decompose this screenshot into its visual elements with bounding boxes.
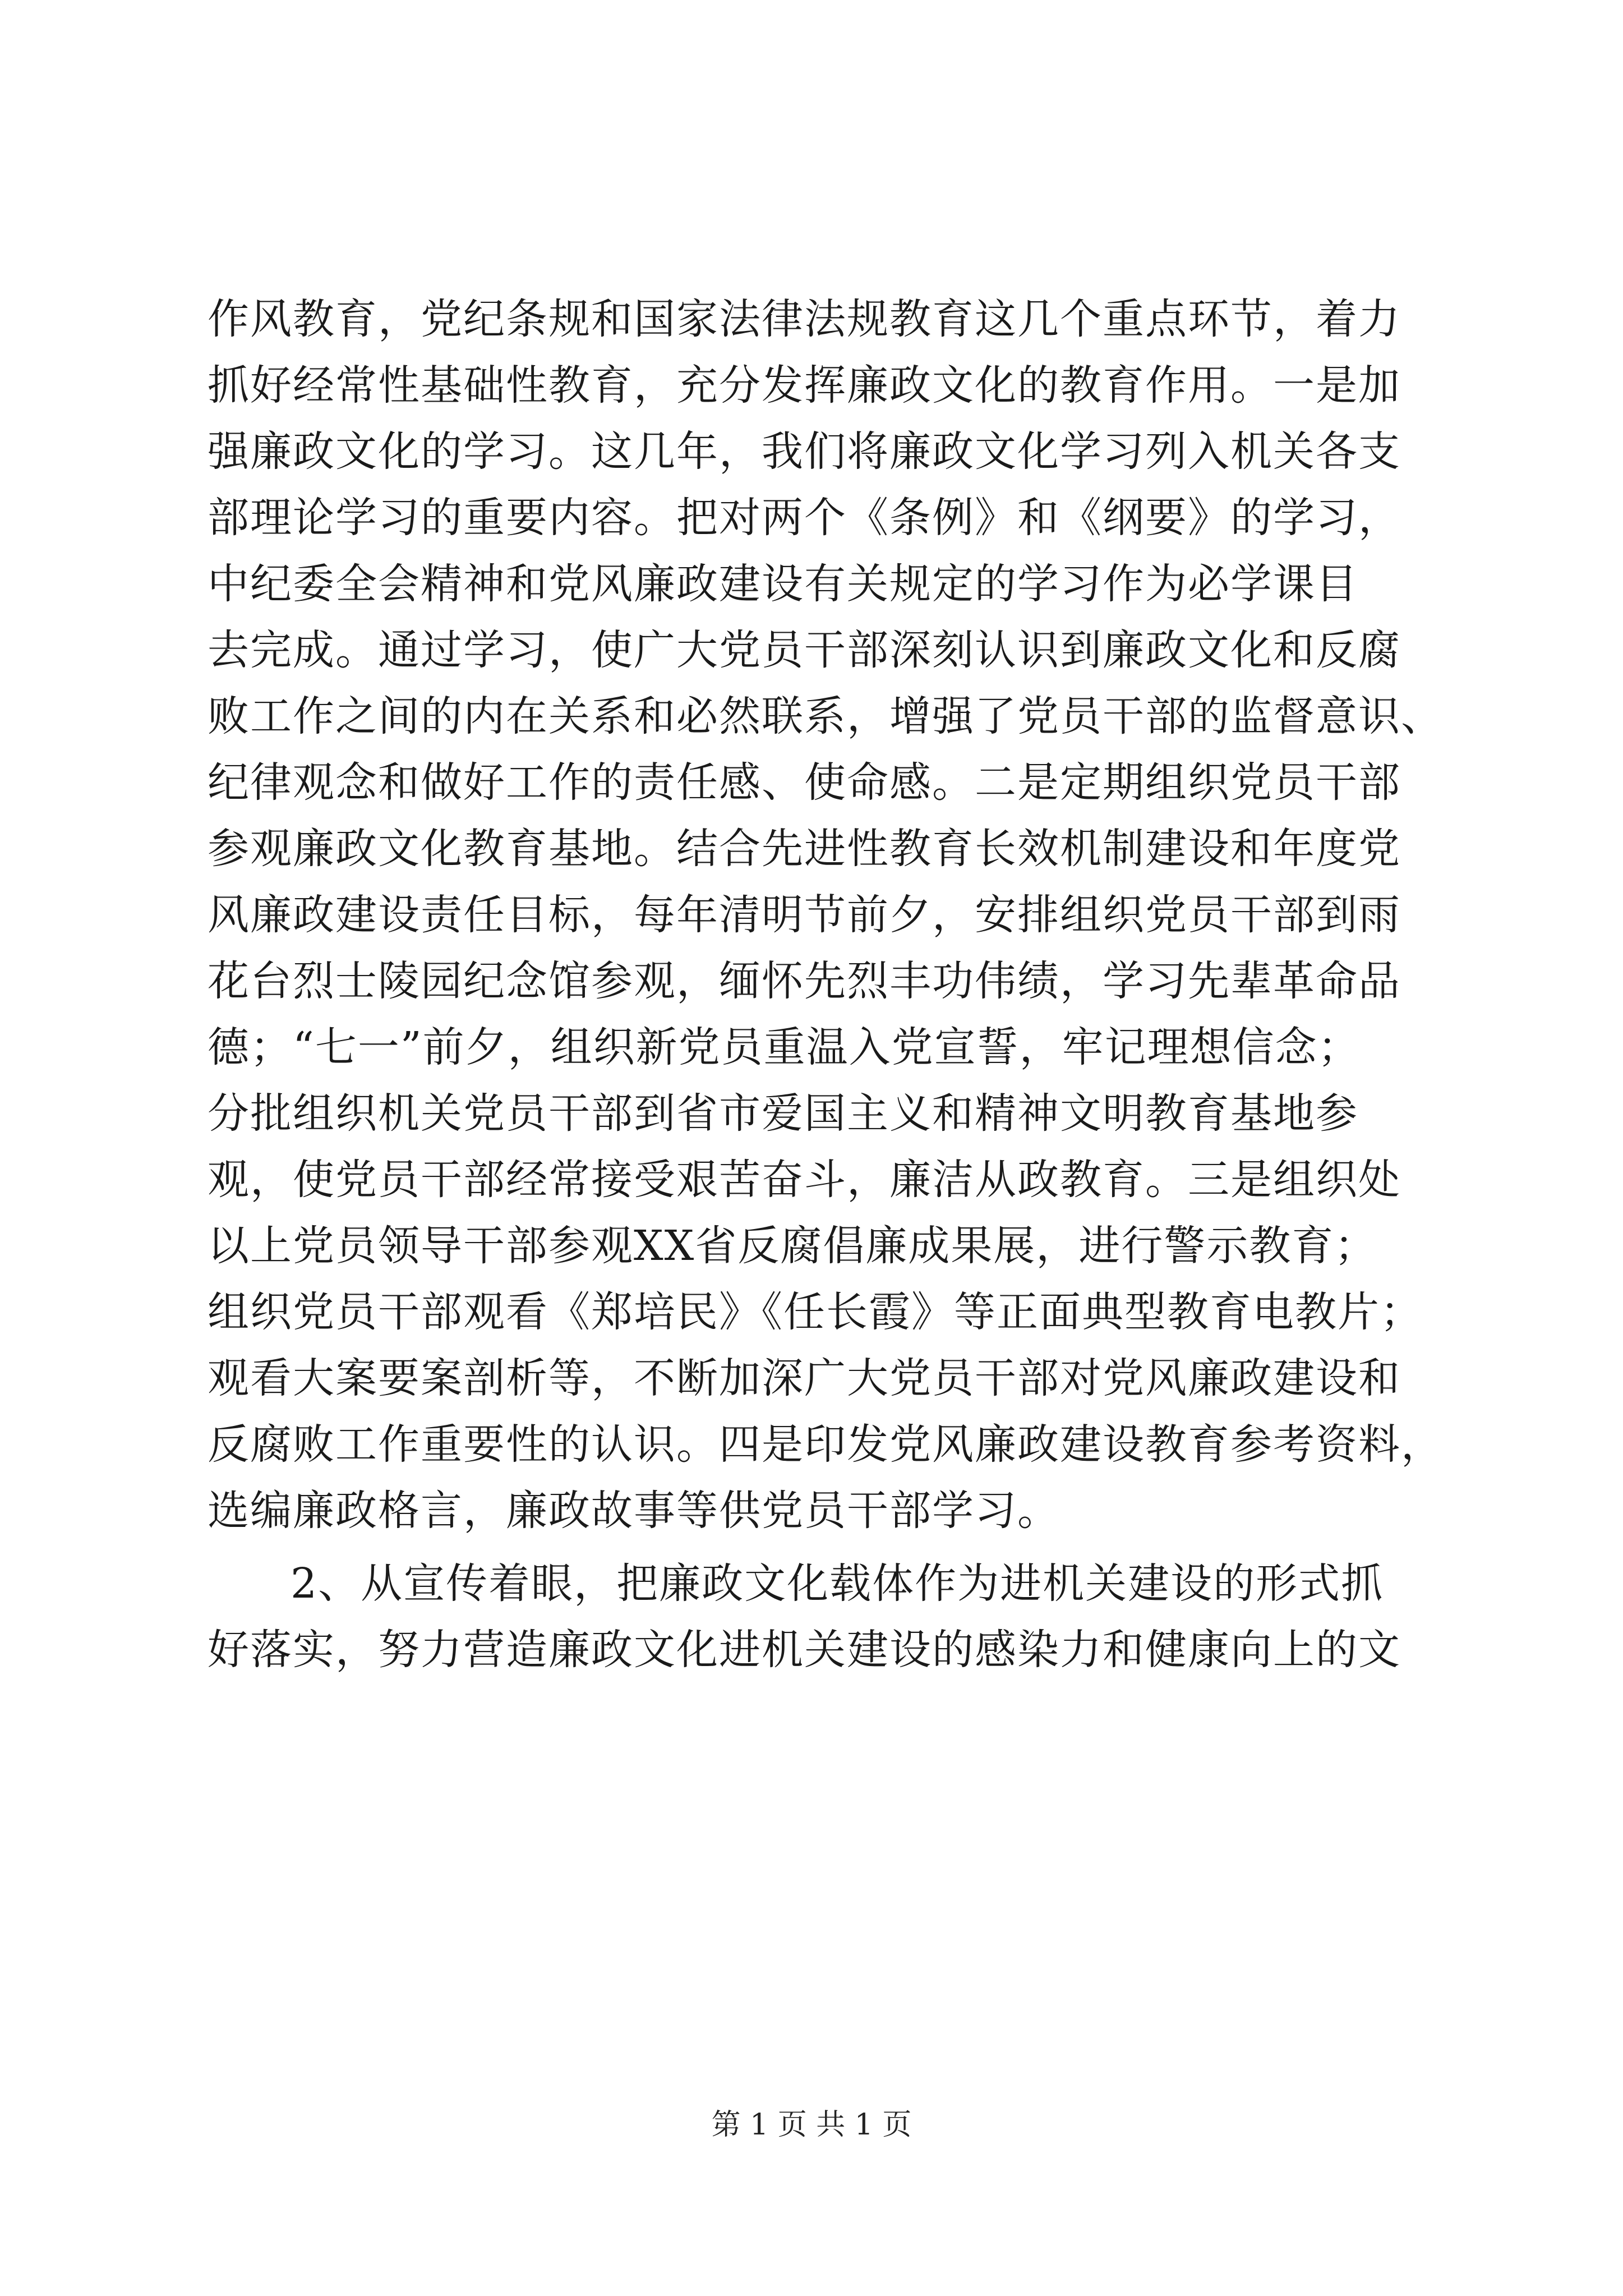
paragraph-2 [208,1550,1419,1683]
text-line: 败工作之间的内在关系和必然联系，增强了党员干部的监督意识、 [208,692,1444,740]
text-line: 选编廉政格言，廉政故事等供党员干部学习。 [208,1487,1060,1535]
text-line: 去完成。通过学习，使广大党员干部深刻认识到廉政文化和反腐 [208,626,1401,674]
text-line: 花台烈士陵园纪念馆参观，缅怀先烈丰功伟绩，学习先辈革命品 [208,957,1401,1005]
text-line: 2、从宣传着眼，把廉政文化载体作为进机关建设的形式抓 [291,1559,1384,1608]
text-line: 部理论学习的重要内容。把对两个《条例》和《纲要》的学习， [208,494,1401,542]
paragraph-spacer [208,1544,1419,1550]
text-line: 德；“七一”前夕，组织新党员重温入党宣誓，牢记理想信念； [208,1023,1361,1071]
text-line: 观，使党员干部经常接受艰苦奋斗，廉洁从政教育。三是组织处 [208,1156,1401,1204]
text-line: 强廉政文化的学习。这几年，我们将廉政文化学习列入机关各支 [208,427,1401,476]
text-line: 纪律观念和做好工作的责任感、使命感。二是定期组织党员干部 [208,758,1401,807]
text-line: 以上党员领导干部参观XX省反腐倡廉成果展，进行警示教育； [208,1222,1377,1270]
paragraph-1 [208,286,1444,1544]
text-line: 分批组织机关党员干部到省市爱国主义和精神文明教育基地参 [208,1089,1358,1138]
text-line: 组织党员干部观看《郑培民》《任长霞》等正面典型教育电教片； [208,1288,1423,1336]
text-line: 作风教育，党纪条规和国家法律法规教育这几个重点环节，着力 [208,295,1401,343]
text-line: 参观廉政文化教育基地。结合先进性教育长效机制建设和年度党 [208,825,1401,873]
text-line: 抓好经常性基础性教育，充分发挥廉政文化的教育作用。一是加 [208,361,1401,409]
page-footer: 第 1 页 共 1 页 [711,2108,912,2142]
text-line: 观看大案要案剖析等，不断加深广大党员干部对党风廉政建设和 [208,1354,1401,1402]
text-line: 好落实，努力营造廉政文化进机关建设的感染力和健康向上的文 [208,1626,1401,1674]
text-line: 中纪委全会精神和党风廉政建设有关规定的学习作为必学课目 [208,560,1358,608]
text-line: 反腐败工作重要性的认识。四是印发党风廉政建设教育参考资料， [208,1420,1444,1469]
document-body [208,286,1444,1683]
text-line: 风廉政建设责任目标，每年清明节前夕，安排组织党员干部到雨 [208,891,1401,939]
